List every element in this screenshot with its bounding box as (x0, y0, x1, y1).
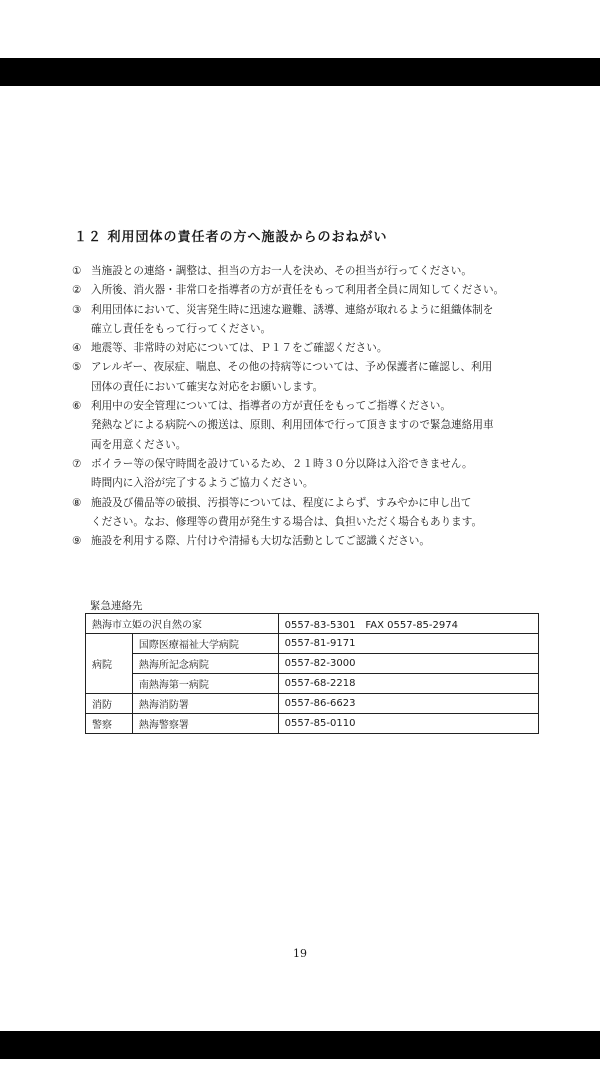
list-item-continuation (72, 416, 552, 435)
page-number: 19 (293, 947, 307, 960)
list-item-line: 施設を利用する際、片付けや清掃も大切な活動としてご認識ください。 (91, 535, 430, 548)
list-item (72, 494, 552, 533)
bottom-black-bar (0, 1031, 600, 1059)
list-item-line: 地震等、非常時の対応については、Ｐ１７をご確認ください。 (91, 342, 388, 355)
list-item-number: ⑧ (72, 496, 82, 509)
table-row (86, 614, 539, 634)
list-item-number: ② (72, 284, 82, 297)
list-item-number: ③ (72, 303, 82, 316)
hospital-name: 南熱海第一病院 (132, 674, 278, 694)
table-row (86, 674, 539, 694)
emergency-contacts-label: 緊急連絡先 (90, 600, 143, 612)
list-item-text (91, 301, 552, 340)
list-item-line: 団体の責任において確実な対応をお願いします。 (91, 380, 324, 393)
list-item-number: ① (72, 265, 82, 277)
hospital-tel: 0557-81-9171 (278, 634, 538, 654)
list-item-line: 確立し責任をもって行ってください。 (91, 322, 272, 335)
police-category: 警察 (86, 714, 133, 734)
list-item (72, 358, 552, 397)
fire-station-name: 熱海消防署 (132, 694, 278, 714)
list-item-text (91, 494, 552, 533)
police-station-name: 熱海警察署 (132, 714, 278, 734)
police-station-tel: 0557-85-0110 (278, 714, 538, 734)
list-item-text (91, 281, 552, 300)
list-item-line: 入所後、消火器・非常口を指導者の方が責任をもって利用者全員に周知してください。 (91, 284, 505, 297)
list-item-text (91, 358, 552, 397)
facility-tel: 0557-83-5301 FAX 0557-85-2974 (278, 614, 538, 634)
table-row (86, 654, 539, 674)
list-item (72, 281, 552, 300)
list-item-number: ⑤ (72, 361, 82, 374)
list-item (72, 455, 552, 494)
list-item-number: ⑨ (72, 535, 82, 548)
hospital-tel: 0557-82-3000 (278, 654, 538, 674)
table-row (86, 714, 539, 734)
list-item-line: 施設及び備品等の破損、汚損等については、程度によらず、すみやかに申し出て (91, 496, 472, 509)
list-item-text (91, 397, 552, 416)
list-item-text (91, 455, 552, 494)
list-item-text (91, 339, 552, 358)
list-item (72, 262, 552, 281)
request-list (72, 262, 552, 551)
list-item-line: アレルギー、夜尿症、喘息、その他の持病等については、予め保護者に確認し、利用 (91, 361, 493, 374)
list-item-text (91, 532, 552, 551)
table-row (86, 694, 539, 714)
hospital-name: 熱海所記念病院 (132, 654, 278, 674)
list-item-continuation (72, 436, 552, 455)
list-item (72, 339, 552, 358)
list-item-text (91, 262, 552, 281)
list-item-line: 当施設との連絡・調整は、担当の方お一人を決め、その担当が行ってください。 (91, 265, 472, 277)
hospital-category: 病院 (86, 634, 133, 694)
hospital-tel: 0557-68-2218 (278, 674, 538, 694)
list-item-continuation-line: 両を用意ください。 (91, 438, 187, 451)
fire-station-tel: 0557-86-6623 (278, 694, 538, 714)
top-black-bar (0, 58, 600, 86)
table-row (86, 634, 539, 654)
hospital-name: 国際医療福祉大学病院 (132, 634, 278, 654)
facility-name: 熱海市立姫の沢自然の家 (86, 614, 279, 634)
list-item (72, 301, 552, 340)
list-item-continuation-line: 発熱などによる病院への搬送は、原則、利用団体で行って頂きますので緊急連絡用車 (91, 419, 494, 432)
list-item-line: 利用団体において、災害発生時に迅速な避難、誘導、連絡が取れるように組織体制を (91, 303, 494, 316)
list-item-line: ボイラー等の保守時間を設けているため、２１時３０分以降は入浴できません。 (91, 457, 473, 470)
emergency-contacts-table (85, 613, 539, 734)
fire-category: 消防 (86, 694, 133, 714)
list-item-number: ④ (72, 342, 82, 355)
list-item-number: ⑥ (72, 400, 82, 413)
list-item-line: 時間内に入浴が完了するようご協力ください。 (91, 477, 314, 490)
list-item (72, 397, 552, 416)
list-item-number: ⑦ (72, 457, 82, 470)
section-heading: １２ 利用団体の責任者の方へ施設からのおねがい (74, 230, 388, 245)
list-item-line: 利用中の安全管理については、指導者の方が責任をもってご指導ください。 (91, 400, 451, 413)
list-item (72, 532, 552, 551)
list-item-line: ください。なお、修理等の費用が発生する場合は、負担いただく場合もあります。 (91, 515, 483, 528)
